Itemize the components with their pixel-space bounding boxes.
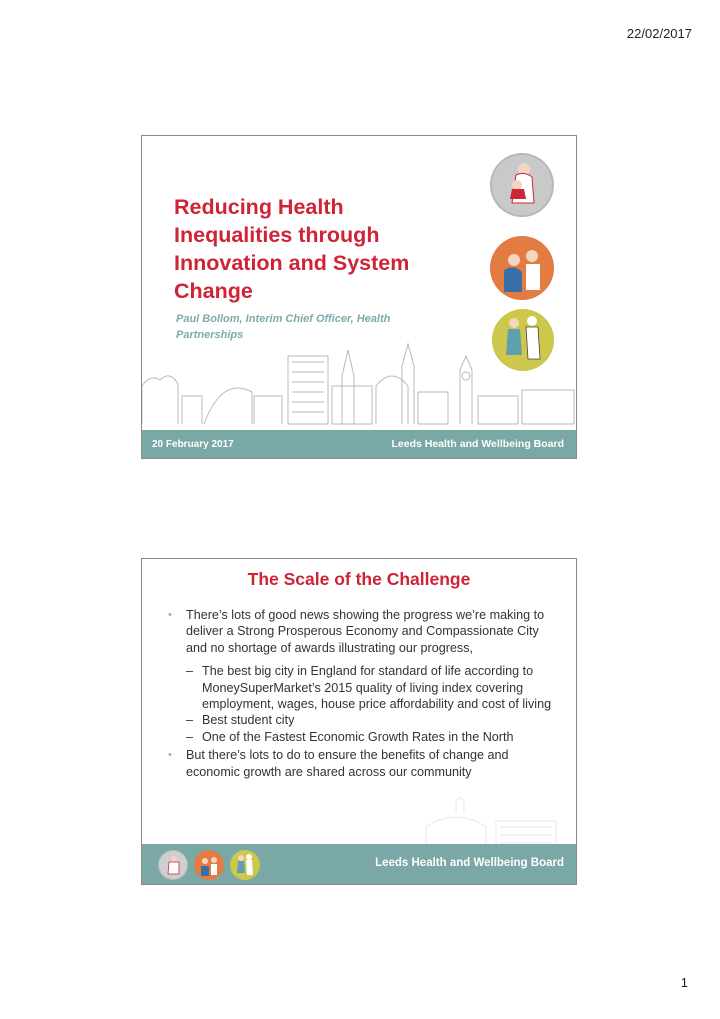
sub-list: [166, 663, 558, 745]
mother-child-illustration: [490, 153, 554, 217]
bullet-text: There’s lots of good news showing the progress we’re making to deliver a Strong Prosperous Economy and Compassionate City and no shortage of awards illustrating our progress,: [186, 608, 545, 655]
content-slide: [141, 558, 577, 885]
carer-illustration: [490, 236, 554, 300]
header-date: 22/02/2017: [626, 26, 692, 41]
town-hall-watermark: [416, 797, 566, 849]
bullet-marker: •: [168, 749, 172, 762]
sub-item-text: The best big city in England for standard of life according to MoneySuperMarket’s 2015 quality of living index covering employment, wages, house price affordability and cost of living: [202, 664, 552, 712]
bullet-marker: •: [168, 609, 172, 621]
footer-board-name: Leeds Health and Wellbeing Board: [391, 438, 564, 450]
leeds-skyline-illustration: [142, 336, 576, 431]
bullet-text: But there’s lots to do to ensure the benefits of change and economic growth are shared across our community: [186, 748, 509, 779]
slide-footer: [142, 844, 576, 884]
slide-title: The Scale of the Challenge: [247, 569, 471, 589]
title-slide: [141, 135, 577, 459]
sub-item: – Best student city: [186, 713, 295, 728]
page-number: 1: [680, 975, 688, 990]
footer-board-name: Leeds Health and Wellbeing Board: [375, 857, 564, 869]
dancing-couple-small-icon: [230, 850, 260, 880]
slide-footer: [142, 430, 576, 458]
sub-item-text: One of the Fastest Economic Growth Rates in the North: [202, 729, 514, 744]
sub-item: – The best big city in England for standard of life according to MoneySuperMarket’s 2015 quality of living index covering employment, wages, house price affordability and cost of living: [186, 664, 552, 712]
slide-subtitle: Paul Bollom, Interim Chief Officer, Health Partnerships: [176, 313, 391, 341]
title-line: Reducing Health: [174, 195, 344, 219]
sub-item: – One of the Fastest Economic Growth Rates in the North: [186, 729, 514, 744]
title-line: Inequalities through: [174, 223, 380, 247]
slide-title: [174, 193, 464, 305]
footer-date: 20 February 2017: [152, 439, 234, 450]
bullet-item: [166, 747, 558, 780]
title-line: Change: [174, 279, 253, 303]
slide-body: [166, 607, 558, 787]
mother-child-small-icon: [158, 850, 188, 880]
carer-small-icon: [194, 850, 224, 880]
title-line: Innovation and System: [174, 251, 410, 275]
sub-item-text: Best student city: [202, 713, 295, 728]
bullet-item: [166, 607, 558, 656]
